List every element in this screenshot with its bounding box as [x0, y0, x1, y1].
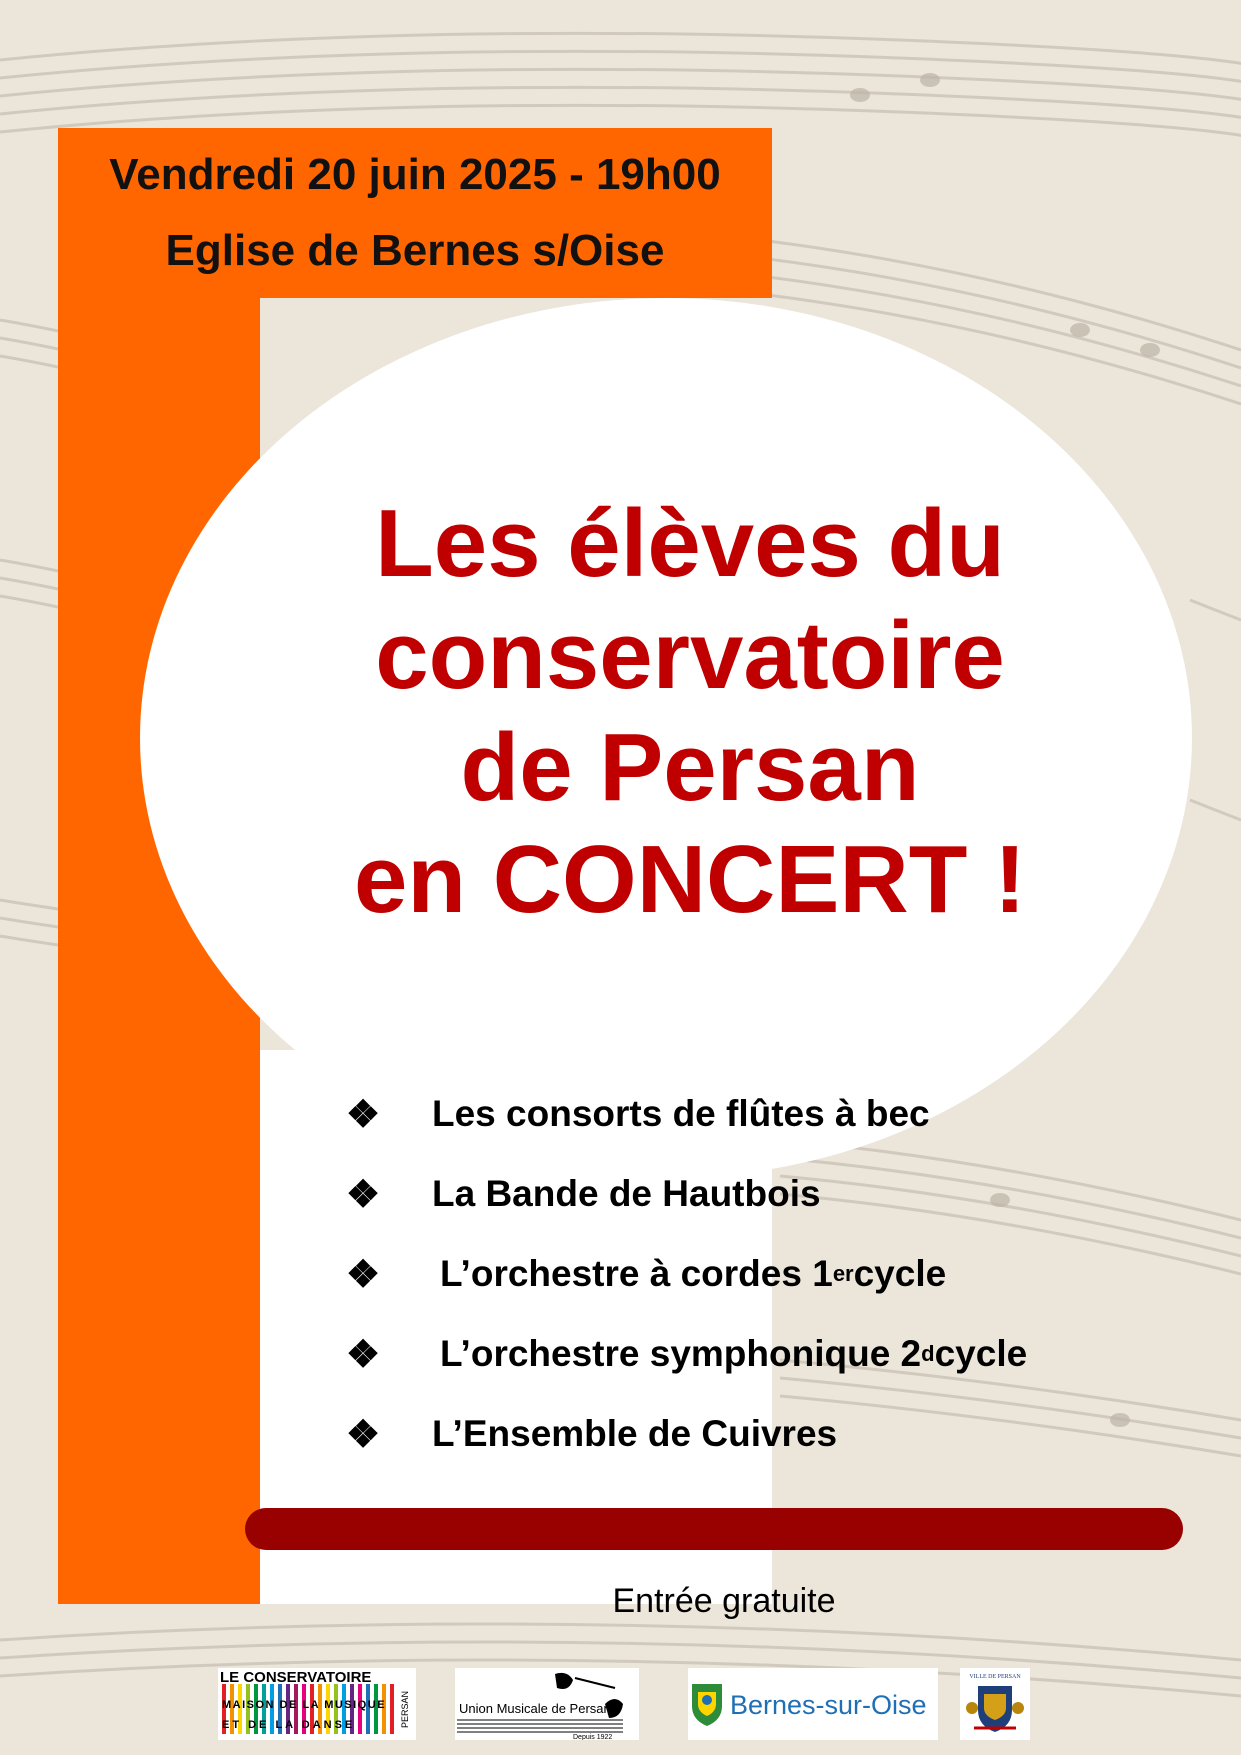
event-venue: Eglise de Bernes s/Oise	[165, 226, 665, 275]
red-divider-bar	[245, 1508, 1183, 1550]
ville-de-persan-logo	[960, 1668, 1030, 1740]
svg-text:VILLE DE PERSAN: VILLE DE PERSAN	[969, 1674, 1021, 1680]
bernes-sur-oise-logo	[688, 1668, 938, 1740]
title-line-2: conservatoire	[375, 602, 1005, 709]
title-line-1: Les élèves du	[375, 490, 1005, 597]
program-item: ❖ L’orchestre à cordes 1 er cycle	[346, 1253, 947, 1296]
program-item-text: L’orchestre symphonique 2	[440, 1333, 922, 1374]
program-list	[346, 1074, 1027, 1474]
poster-title	[300, 488, 1080, 936]
diamond-bullet-icon: ❖	[346, 1173, 381, 1216]
diamond-bullet-icon: ❖	[346, 1333, 381, 1376]
svg-text:MAISON DE LA MUSIQUE: MAISON DE LA MUSIQUE	[222, 1699, 387, 1711]
svg-text:Union Musicale de Persan: Union Musicale de Persan	[459, 1701, 611, 1716]
svg-text:Depuis 1922: Depuis 1922	[573, 1734, 613, 1740]
title-line-4: en CONCERT !	[354, 826, 1026, 933]
svg-text:PERSAN: PERSAN	[400, 1690, 410, 1728]
entry-info: Entrée gratuite	[612, 1582, 836, 1620]
svg-text:Bernes-sur-Oise: Bernes-sur-Oise	[730, 1690, 927, 1720]
event-date-time: Vendredi 20 juin 2025 - 19h00	[109, 150, 721, 199]
program-item	[346, 1074, 1027, 1154]
svg-text:ET DE LA DANSE: ET DE LA DANSE	[222, 1719, 356, 1731]
program-item-suffix: cycle	[853, 1253, 947, 1294]
program-item-text: L’Ensemble de Cuivres	[432, 1413, 838, 1454]
conservatoire-logo	[218, 1668, 416, 1740]
program-item	[346, 1154, 1027, 1234]
program-item-suffix: cycle	[934, 1333, 1028, 1374]
program-item: ❖ L’orchestre symphonique 2 d cycle	[346, 1333, 1028, 1376]
program-item-text: L’orchestre à cordes 1	[440, 1253, 833, 1294]
svg-text:LE CONSERVATOIRE: LE CONSERVATOIRE	[220, 1669, 372, 1686]
diamond-bullet-icon: ❖	[346, 1253, 381, 1296]
program-item-text: Les consorts de flûtes à bec	[432, 1093, 930, 1134]
diamond-bullet-icon: ❖	[346, 1413, 381, 1456]
program-item	[346, 1394, 1027, 1474]
program-item-text: La Bande de Hautbois	[432, 1173, 821, 1214]
union-musicale-logo	[455, 1668, 639, 1740]
diamond-bullet-icon: ❖	[346, 1093, 381, 1136]
title-line-3: de Persan	[460, 714, 920, 821]
